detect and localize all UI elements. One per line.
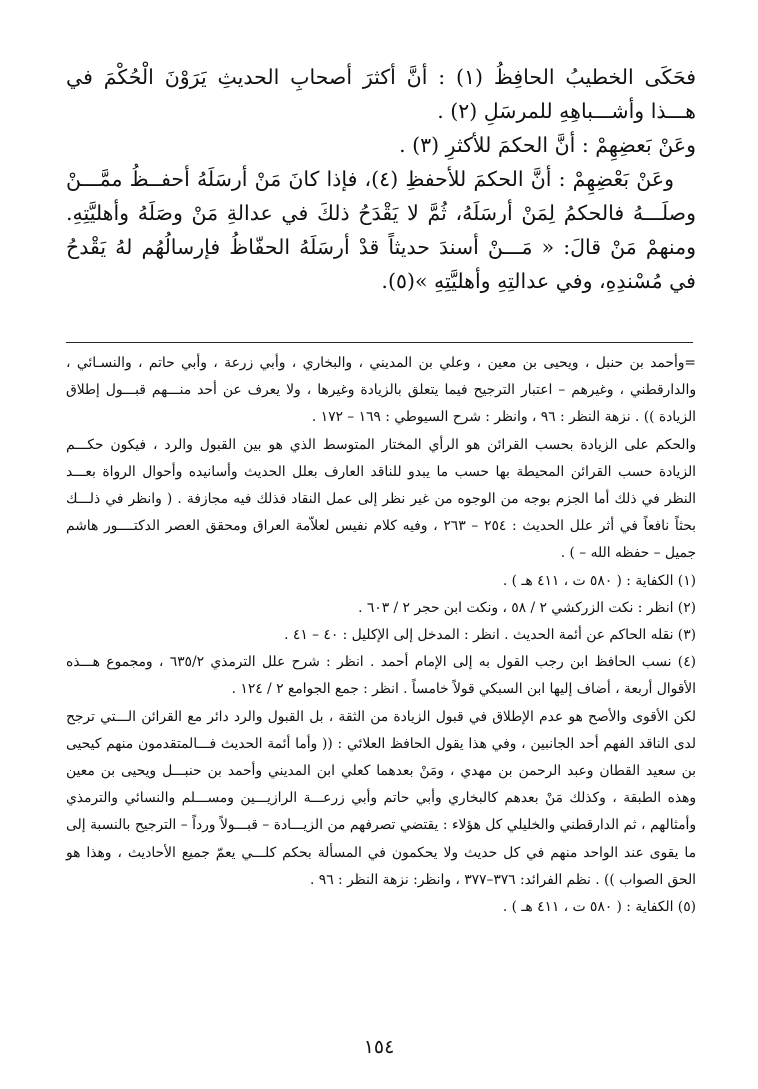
main-paragraph-2: وعَنْ بَعضِهِمْ : أنَّ الحكمَ للأكثرِ (٣) . xyxy=(399,133,696,157)
main-text-block xyxy=(66,60,696,298)
footnote-separator xyxy=(66,342,693,343)
footnotes-block xyxy=(66,350,696,921)
footnote-5: (٥) الكفاية : ( ٥٨٠ ت ، ٤١١ هـ ) . xyxy=(502,899,696,916)
footnote-1: (١) الكفاية : ( ٥٨٠ ت ، ٤١١ هـ ) . xyxy=(502,572,696,589)
main-paragraph-3: وعَنْ بَعْضِهِمْ : أنَّ الحكمَ للأحفظِ (٤)، فإذا كانَ مَنْ أرسَلَهُ أحفــظُ ممَّـــنْ وصلَـــهُ فالحكمُ لِمَنْ أرسَلَهُ، ثُمَّ لا يَقْدَحُ ذلكَ في عدالةِ مَنْ وصَلَهُ وأهليَّتِهِ. ومنهمْ مَنْ قالَ: « مَـــنْ أسندَ حديثاً قدْ أرسَلَهُ الحفّاظُ فإرسالُهُم لهُ يَقْدحُ في مُسْندِهِ، وفي عدالتِهِ وأهليَّتِهِ »(٥). xyxy=(66,167,696,293)
footnote-2: (٢) انظر : نكت الزركشي ٢ / ٥٨ ، ونكت ابن حجر ٢ / ٦٠٣ . xyxy=(358,599,696,616)
page-number: ١٥٤ xyxy=(363,1036,395,1058)
footnote-continuation: =وأحمد بن حنبل ، ويحيى بن معين ، وعلي بن المديني ، والبخاري ، وأبي زرعة ، وأبي حاتم ، والنسـائي ، والدارقطني ، وغيرهم – اعتبار الترجيح فيما يتعلق بالزيادة وغيرها ، ولا يعرف عن أحد منـــهم قبـــول إطلاق الزيادة )) . نزهة النظر : ٩٦ ، وانظر : شرح السيوطي : ١٦٩ – ١٧٢ . xyxy=(66,355,696,426)
footnote-3: (٣) نقله الحاكم عن أئمة الحديث . انظر : المدخل إلى الإكليل : ٤٠ – ٤١ . xyxy=(284,627,696,644)
footnote-continuation-2: والحكم على الزيادة بحسب القرائن هو الرأي المختار المتوسط الذي هو بين القبول والرد ، فيكون حكـــم الزيادة حسب القرائن المحيطة بها حسب ما يبدو للناقد العارف بعلل الحديث وأسانيده وأحوال الرواة بعـــد النظر في ذلك أما الجزم بوجه من الوجوه من غير نظر إلى عمل النقاد فذلك فيه مجازفة . ( وانظر في ذلـــك بحثاً نافعاً في أثر علل الحديث : ٢٥٤ – ٢٦٣ ، وفيه كلام نفيس لعلاّمة العراق ومحقق العصر الدكتــــور هاشم جميل – حفظه الله – ) . xyxy=(66,436,697,562)
footnote-4-continuation: لكن الأقوى والأصح هو عدم الإطلاق في قبول الزيادة من الثقة ، بل القبول والرد دائر مع القرائن الـــتي ترجح لدى الناقد الفهم أحد الجانبين ، وفي هذا يقول الحافظ العلائي : (( وأما أئمة الحديث فـــالمتقدمون منهم كيحيى بن سعيد القطان وعبد الرحمن بن مهدي ، ومَنْ بعدهما كعلي ابن المديني وأحمد بن حنبـــل ويحيى بن معين وهذه الطبقة ، وكذلك مَنْ بعدهم كالبخاري وأبي حاتم وأبي زرعـــة الرازيـــين ومســـلم والنسائي والترمذي وأمثالهم ، ثم الدارقطني والخليلي كل هؤلاء : يقتضي تصرفهم من الزيـــادة – قبـــولاً ورداً – الترجيح بالنسبة إلى ما يقوى عند الواحد منهم في كل حديث ولا يحكمون في المسألة بحكم كلـــي يعمّ جميع الأحاديث ، وهذا هو الحق الصواب )) . نظم الفرائد: ٣٧٦–٣٧٧ ، وانظر: نزهة النظر : ٩٦ . xyxy=(66,708,696,888)
main-paragraph-1: فحَكَى الخطيبُ الحافِظُ (١) : أنَّ أكثرَ أصحابِ الحديثِ يَرَوْنَ الْحُكْمَ في هـــذا وأشـــباهِهِ للمرسَلِ (٢) . xyxy=(66,65,696,123)
footnote-4: (٤) نسب الحافظ ابن رجب القول به إلى الإمام أحمد . انظر : شرح علل الترمذي ٦٣٥/٢ ، ومجموع هـــذه الأقوال أربعة ، أضاف إليها ابن السبكي قولاً خامساً . انظر : جمع الجوامع ٢ / ١٢٤ . xyxy=(66,654,697,698)
